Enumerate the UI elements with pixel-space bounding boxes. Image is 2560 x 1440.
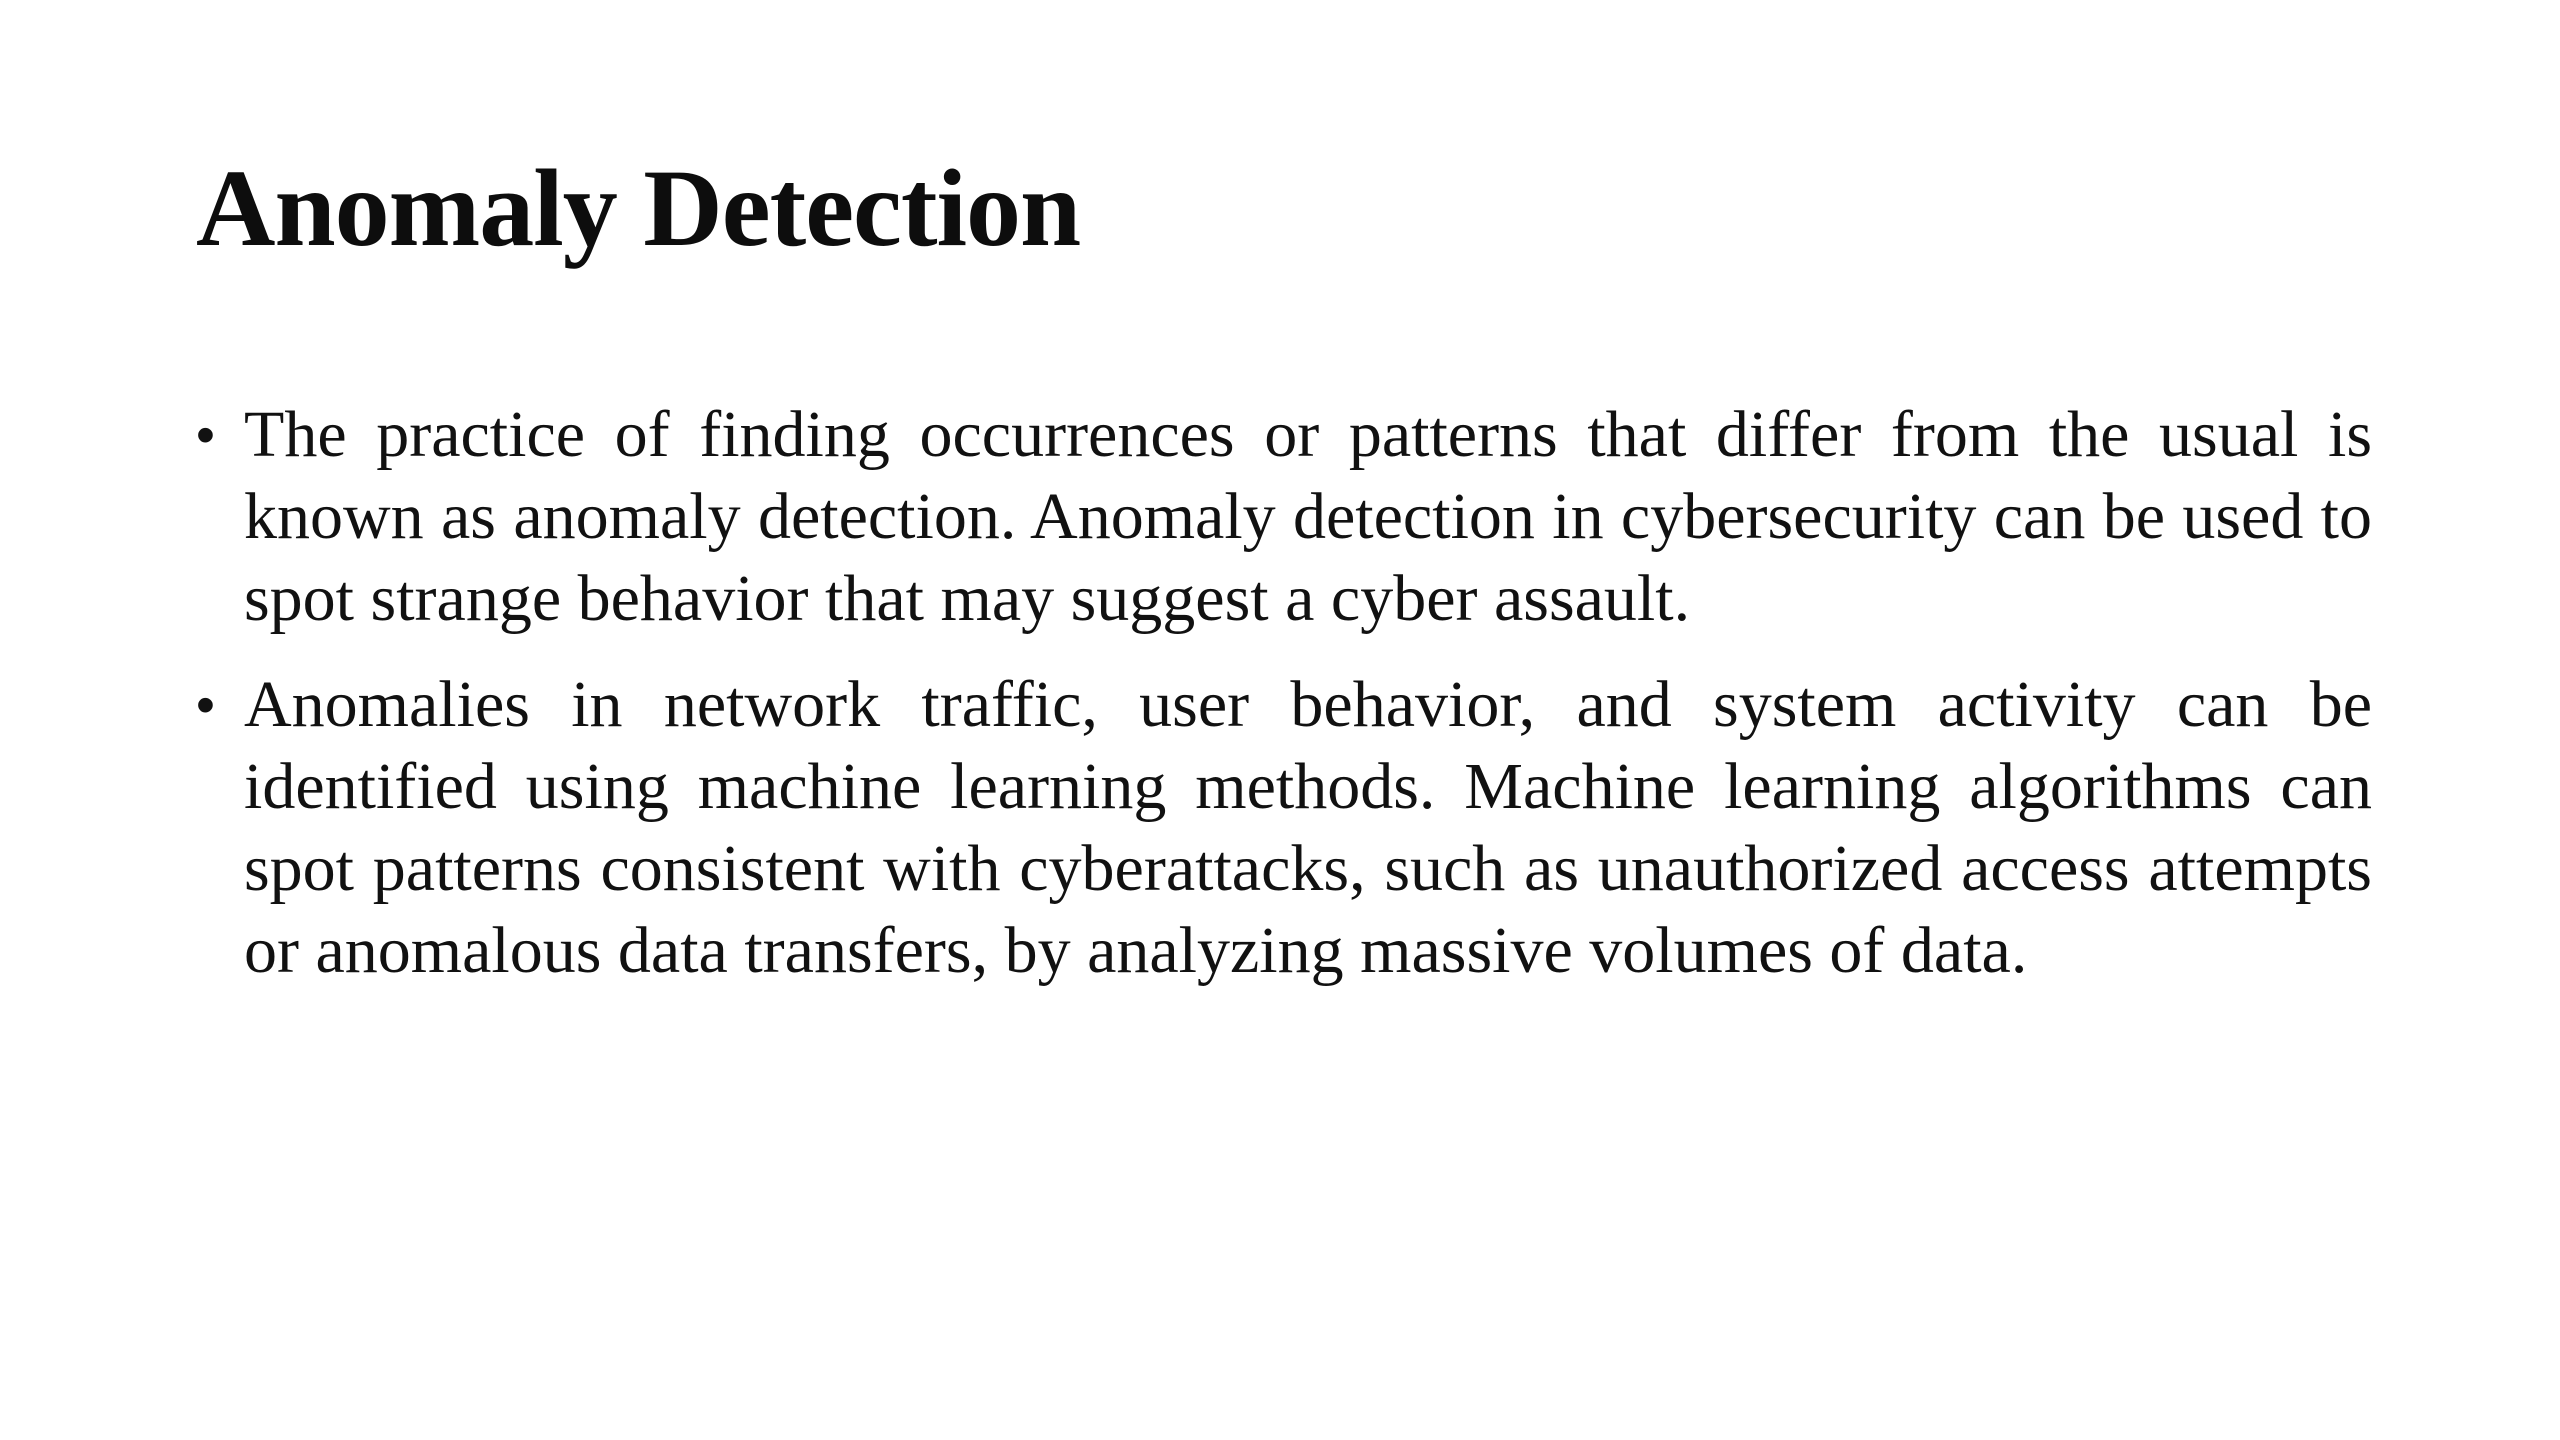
slide-title: Anomaly Detection: [196, 147, 1081, 269]
bullet-text: The practice of finding occurrences or patterns that differ from the usual is known as anomaly detection. Anomaly detection in cybersecurity can be used to spot strange behavior that may suggest a cyber assault.: [244, 398, 2372, 635]
bullet-list: [196, 394, 2372, 1016]
bullet-item: [196, 394, 2372, 640]
bullet-icon: •: [196, 405, 215, 465]
bullet-text: Anomalies in network traffic, user behavior, and system activity can be identified using machine learning methods. Machine learning algorithms can spot patterns consistent with cyberattacks, such as unauthorized access attempts or anomalous data transfers, by analyzing massive volumes of data.: [244, 668, 2372, 987]
bullet-item: [196, 664, 2372, 992]
bullet-icon: •: [196, 675, 215, 735]
